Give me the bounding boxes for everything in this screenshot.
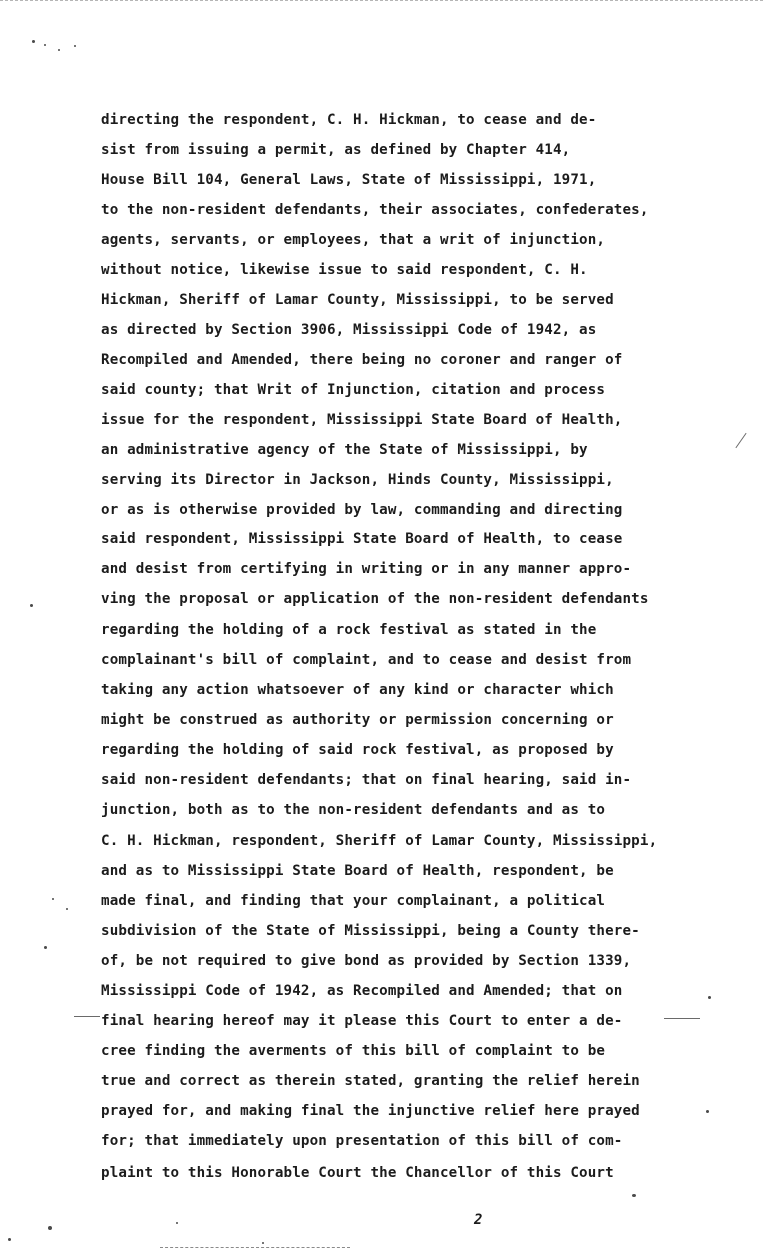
- text-line: taking any action whatsoever of any kind or character which: [101, 682, 614, 698]
- scan-speck: [30, 604, 33, 607]
- scan-scratch: [664, 1018, 700, 1019]
- text-line: to the non-resident defendants, their associates, confederates,: [101, 202, 649, 218]
- text-line: serving its Director in Jackson, Hinds County, Mississippi,: [101, 472, 614, 488]
- text-line: true and correct as therein stated, granting the relief herein: [101, 1073, 640, 1089]
- text-line: Hickman, Sheriff of Lamar County, Mississippi, to be served: [101, 292, 614, 308]
- scan-speck: [262, 1242, 264, 1244]
- text-line: or as is otherwise provided by law, commanding and directing: [101, 502, 623, 518]
- text-line: said county; that Writ of Injunction, citation and process: [101, 382, 606, 398]
- text-line: final hearing hereof may it please this Court to enter a de-: [101, 1013, 623, 1029]
- text-line: junction, both as to the non-resident defendants and as to: [101, 802, 606, 818]
- text-line: without notice, likewise issue to said respondent, C. H.: [101, 262, 588, 278]
- scan-speck: [52, 898, 54, 900]
- text-line: and desist from certifying in writing or in any manner appro-: [101, 561, 632, 577]
- text-line: Recompiled and Amended, there being no coroner and ranger of: [101, 352, 623, 368]
- page-number: 2: [474, 1212, 483, 1228]
- scan-speck: [632, 1194, 636, 1197]
- text-line: and as to Mississippi State Board of Health, respondent, be: [101, 863, 614, 879]
- scan-speck: [58, 49, 60, 51]
- text-line: subdivision of the State of Mississippi, being a County there-: [101, 923, 640, 939]
- scan-speck: [48, 1226, 52, 1230]
- scan-speck: [32, 40, 35, 43]
- text-line: as directed by Section 3906, Mississippi Code of 1942, as: [101, 322, 597, 338]
- text-line: issue for the respondent, Mississippi State Board of Health,: [101, 412, 623, 428]
- text-line: might be construed as authority or permission concerning or: [101, 712, 614, 728]
- text-line: said non-resident defendants; that on final hearing, said in-: [101, 772, 632, 788]
- text-line: agents, servants, or employees, that a writ of injunction,: [101, 232, 606, 248]
- text-line: sist from issuing a permit, as defined by Chapter 414,: [101, 142, 571, 158]
- text-line: said respondent, Mississippi State Board of Health, to cease: [101, 531, 623, 547]
- text-line: plaint to this Honorable Court the Chancellor of this Court: [101, 1165, 614, 1181]
- text-line: of, be not required to give bond as provided by Section 1339,: [101, 953, 632, 969]
- scan-speck: [8, 1238, 11, 1241]
- text-line: regarding the holding of a rock festival as stated in the: [101, 622, 597, 638]
- scan-speck: [176, 1222, 178, 1224]
- text-line: prayed for, and making final the injunctive relief here prayed: [101, 1103, 640, 1119]
- text-line: C. H. Hickman, respondent, Sheriff of Lamar County, Mississippi,: [101, 833, 658, 849]
- scan-speck: [44, 44, 46, 46]
- text-line: Mississippi Code of 1942, as Recompiled and Amended; that on: [101, 983, 623, 999]
- scan-speck: [74, 45, 76, 47]
- scan-speck: [66, 908, 68, 910]
- scan-speck: [708, 996, 711, 999]
- scan-speck: [44, 946, 47, 949]
- text-line: complainant's bill of complaint, and to cease and desist from: [101, 652, 632, 668]
- scan-scratch: [160, 1247, 350, 1248]
- text-line: an administrative agency of the State of Mississippi, by: [101, 442, 588, 458]
- scan-speck: [706, 1110, 709, 1113]
- text-line: made final, and finding that your complainant, a political: [101, 893, 606, 909]
- text-line: ving the proposal or application of the non-resident defendants: [101, 591, 649, 607]
- text-line: regarding the holding of said rock festival, as proposed by: [101, 742, 614, 758]
- text-line: cree finding the averments of this bill of complaint to be: [101, 1043, 606, 1059]
- text-line: for; that immediately upon presentation of this bill of com-: [101, 1133, 623, 1149]
- text-line: House Bill 104, General Laws, State of Mississippi, 1971,: [101, 172, 597, 188]
- text-line: directing the respondent, C. H. Hickman, to cease and de-: [101, 112, 597, 128]
- scan-scratch: [74, 1016, 100, 1017]
